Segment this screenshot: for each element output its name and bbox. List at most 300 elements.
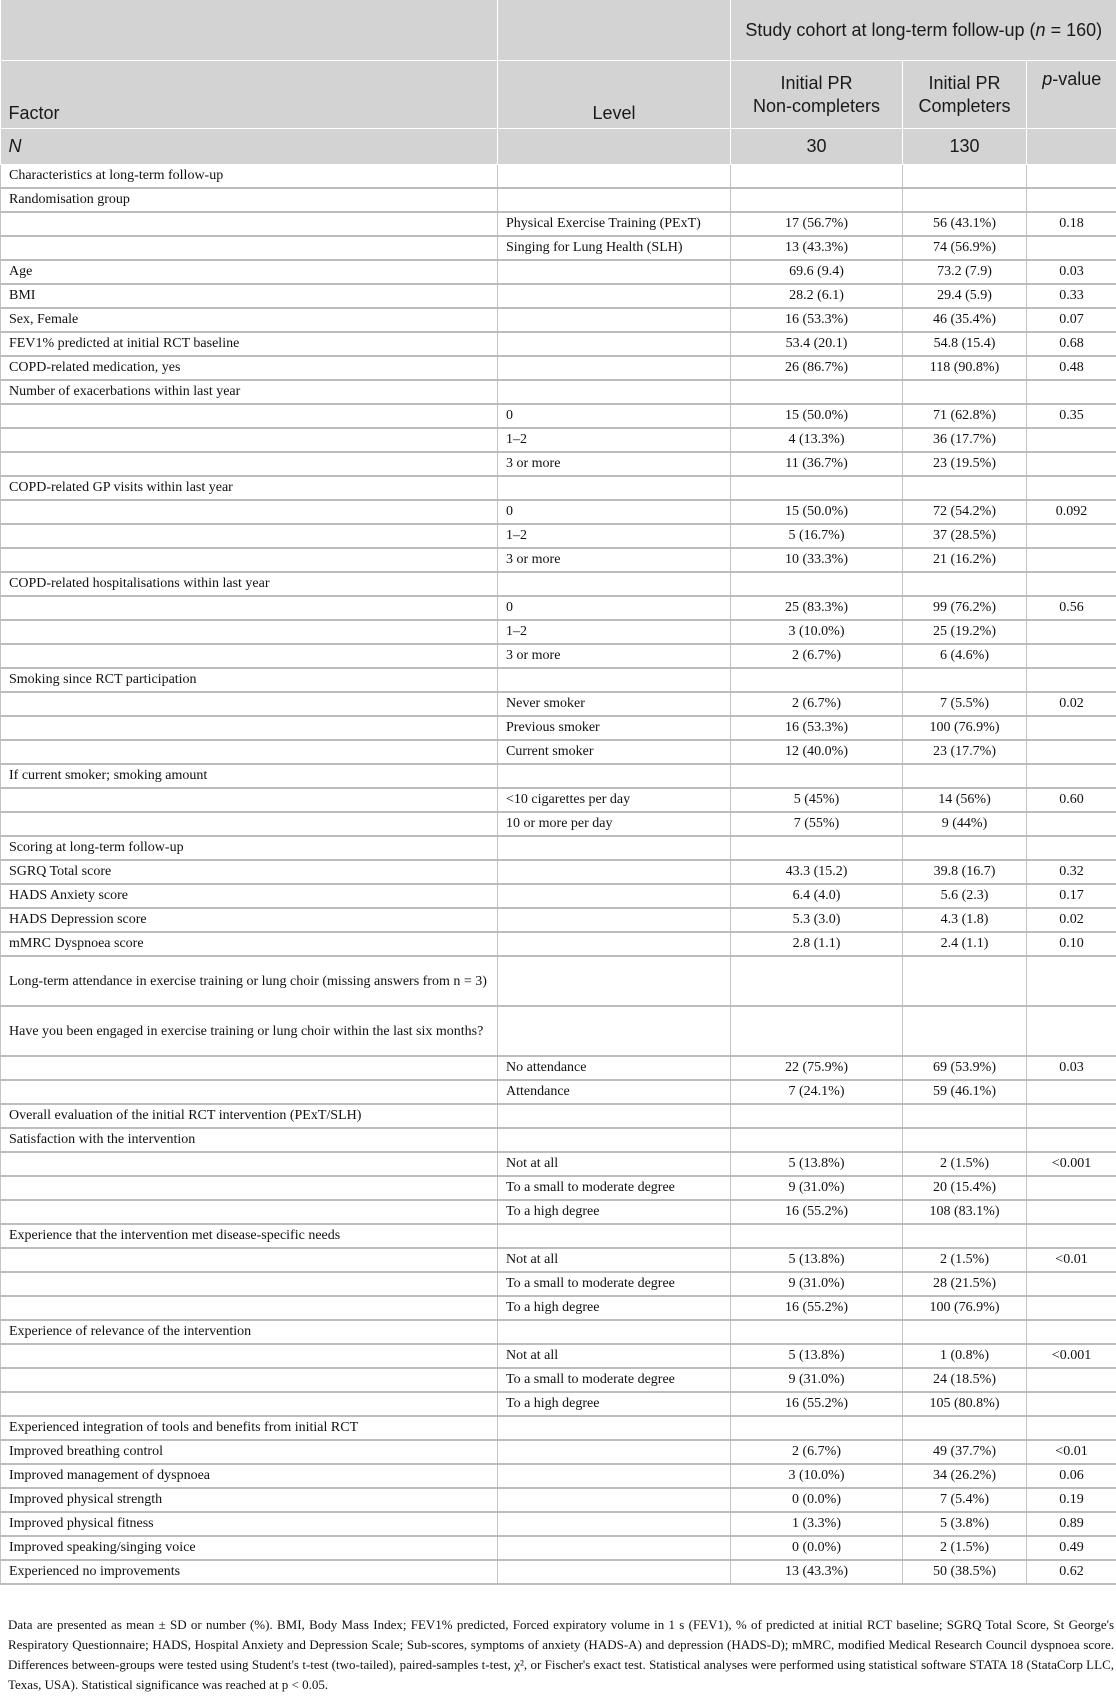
cell-non-completers — [731, 1416, 903, 1440]
cell-level: 1–2 — [498, 524, 731, 548]
table-row — [1, 1152, 1116, 1176]
table-body — [1, 165, 1116, 1585]
cell-non-completers: 5 (13.8%) — [731, 1344, 903, 1368]
cell-non-completers: 15 (50.0%) — [731, 500, 903, 524]
cell-factor: Improved physical fitness — [1, 1512, 498, 1536]
cell-non-completers: 0 (0.0%) — [731, 1488, 903, 1512]
cell-level — [498, 932, 731, 956]
table-row — [1, 740, 1116, 764]
header-p-italic: p — [1042, 69, 1053, 89]
cell-completers — [903, 165, 1027, 189]
cell-non-completers: 5 (16.7%) — [731, 524, 903, 548]
cell-p-value: 0.56 — [1027, 596, 1116, 620]
cell-non-completers: 16 (55.2%) — [731, 1296, 903, 1320]
cell-p-value: 0.03 — [1027, 260, 1116, 284]
cell-non-completers: 1 (3.3%) — [731, 1512, 903, 1536]
cell-factor: Smoking since RCT participation — [1, 668, 498, 692]
cell-factor: COPD-related hospitalisations within last year — [1, 572, 498, 596]
cell-non-completers: 3 (10.0%) — [731, 620, 903, 644]
cell-non-completers: 12 (40.0%) — [731, 740, 903, 764]
cell-non-completers: 10 (33.3%) — [731, 548, 903, 572]
table-row — [1, 956, 1116, 1006]
cell-level — [498, 188, 731, 212]
cell-completers: 2 (1.5%) — [903, 1152, 1027, 1176]
cell-p-value — [1027, 620, 1116, 644]
cell-p-value: 0.33 — [1027, 284, 1116, 308]
table-row — [1, 332, 1116, 356]
cell-p-value — [1027, 165, 1116, 189]
table-row — [1, 932, 1116, 956]
cell-p-value — [1027, 1320, 1116, 1344]
cell-non-completers: 2 (6.7%) — [731, 644, 903, 668]
cell-non-completers: 7 (24.1%) — [731, 1080, 903, 1104]
cell-non-completers: 5 (45%) — [731, 788, 903, 812]
cell-factor: SGRQ Total score — [1, 860, 498, 884]
cell-completers — [903, 668, 1027, 692]
table-row — [1, 860, 1116, 884]
header-cohort-prefix: Study cohort at long-term follow-up ( — [745, 19, 1036, 40]
cell-completers: 5.6 (2.3) — [903, 884, 1027, 908]
cell-non-completers — [731, 188, 903, 212]
cell-level — [498, 284, 731, 308]
cell-completers — [903, 836, 1027, 860]
cell-p-value — [1027, 1272, 1116, 1296]
cell-p-value — [1027, 572, 1116, 596]
cell-p-value — [1027, 380, 1116, 404]
cell-level — [498, 572, 731, 596]
cell-non-completers — [731, 668, 903, 692]
cell-non-completers — [731, 1104, 903, 1128]
cell-level: Attendance — [498, 1080, 731, 1104]
cell-p-value — [1027, 764, 1116, 788]
cell-completers: 24 (18.5%) — [903, 1368, 1027, 1392]
cell-factor — [1, 548, 498, 572]
cell-non-completers: 25 (83.3%) — [731, 596, 903, 620]
cell-factor: Improved management of dyspnoea — [1, 1464, 498, 1488]
cell-p-value — [1027, 1368, 1116, 1392]
cell-level — [498, 764, 731, 788]
header-level: Level — [498, 61, 731, 129]
table-row — [1, 764, 1116, 788]
table-row — [1, 1368, 1116, 1392]
cell-factor: Experienced integration of tools and benefits from initial RCT — [1, 1416, 498, 1440]
cell-factor — [1, 500, 498, 524]
cell-completers: 14 (56%) — [903, 788, 1027, 812]
cell-completers: 28 (21.5%) — [903, 1272, 1027, 1296]
header-non-completers — [731, 61, 903, 129]
cell-factor: Satisfaction with the intervention — [1, 1128, 498, 1152]
cell-p-value — [1027, 1006, 1116, 1056]
cell-factor: Scoring at long-term follow-up — [1, 836, 498, 860]
cell-p-value — [1027, 1224, 1116, 1248]
cell-factor: Improved physical strength — [1, 1488, 498, 1512]
table-row — [1, 188, 1116, 212]
cell-completers: 4.3 (1.8) — [903, 908, 1027, 932]
cell-non-completers: 5 (13.8%) — [731, 1152, 903, 1176]
cell-factor: FEV1% predicted at initial RCT baseline — [1, 332, 498, 356]
cell-non-completers: 3 (10.0%) — [731, 1464, 903, 1488]
cell-factor: Improved speaking/singing voice — [1, 1536, 498, 1560]
cell-non-completers: 2 (6.7%) — [731, 692, 903, 716]
cell-level: Singing for Lung Health (SLH) — [498, 236, 731, 260]
cell-level: To a small to moderate degree — [498, 1272, 731, 1296]
cell-level: To a high degree — [498, 1200, 731, 1224]
cell-level: To a high degree — [498, 1392, 731, 1416]
cell-factor — [1, 812, 498, 836]
cell-level: 1–2 — [498, 428, 731, 452]
table-footnote: Data are presented as mean ± SD or number (%). BMI, Body Mass Index; FEV1% predicted, Forced expiratory volume in 1 s (FEV1), % of predicted at initial RCT baseline; SGRQ Total Score, St George's Respiratory Questionnaire; HADS, Hospital Anxiety and Depression Scale; Sub-scores, symptoms of anxiety (HADS-A) and depression (HADS-D); mMRC, modified Medical Research Council dyspnoea score. Differences between-groups were tested using Student's t-test (two-tailed), paired-samples t-test, χ², or Fischer's exact test. Statistical analyses were performed using statistical software STATA 18 (StataCorp LLC, Texas, USA). Statistical significance was reached at p < 0.05. — [8, 1617, 1114, 1692]
cell-non-completers: 13 (43.3%) — [731, 1560, 903, 1584]
cell-factor: Sex, Female — [1, 308, 498, 332]
cell-level: 1–2 — [498, 620, 731, 644]
cell-factor: HADS Depression score — [1, 908, 498, 932]
cell-level: To a small to moderate degree — [498, 1176, 731, 1200]
cell-completers: 5 (3.8%) — [903, 1512, 1027, 1536]
cell-completers: 21 (16.2%) — [903, 548, 1027, 572]
cell-level — [498, 956, 731, 1006]
table-row — [1, 452, 1116, 476]
table-row — [1, 668, 1116, 692]
cell-factor: Randomisation group — [1, 188, 498, 212]
cell-non-completers: 16 (55.2%) — [731, 1200, 903, 1224]
cell-completers — [903, 764, 1027, 788]
cell-completers — [903, 1104, 1027, 1128]
table-row — [1, 716, 1116, 740]
cell-level: 10 or more per day — [498, 812, 731, 836]
cell-level — [498, 1320, 731, 1344]
cell-non-completers: 13 (43.3%) — [731, 236, 903, 260]
cell-p-value: 0.89 — [1027, 1512, 1116, 1536]
cell-factor — [1, 1368, 498, 1392]
header-factor: Factor — [1, 61, 498, 129]
cell-completers — [903, 188, 1027, 212]
header-p-rest: -value — [1052, 69, 1102, 89]
cell-factor: Overall evaluation of the initial RCT intervention (PExT/SLH) — [1, 1104, 498, 1128]
cell-factor — [1, 1176, 498, 1200]
cell-factor: COPD-related GP visits within last year — [1, 476, 498, 500]
cell-level: Never smoker — [498, 692, 731, 716]
cell-completers: 71 (62.8%) — [903, 404, 1027, 428]
table-row — [1, 356, 1116, 380]
cell-p-value: 0.092 — [1027, 500, 1116, 524]
cell-non-completers — [731, 1320, 903, 1344]
cell-non-completers: 4 (13.3%) — [731, 428, 903, 452]
header-cohort-n: n — [1035, 19, 1046, 40]
cell-p-value: 0.60 — [1027, 788, 1116, 812]
cell-p-value: 0.03 — [1027, 1056, 1116, 1080]
cell-level: 0 — [498, 596, 731, 620]
cell-level — [498, 1512, 731, 1536]
cell-completers: 59 (46.1%) — [903, 1080, 1027, 1104]
cell-p-value: <0.01 — [1027, 1248, 1116, 1272]
cell-completers: 56 (43.1%) — [903, 212, 1027, 236]
cell-level — [498, 1464, 731, 1488]
cell-level: Physical Exercise Training (PExT) — [498, 212, 731, 236]
cell-completers: 99 (76.2%) — [903, 596, 1027, 620]
cell-factor: Number of exacerbations within last year — [1, 380, 498, 404]
cell-p-value — [1027, 452, 1116, 476]
header-completers-line1: Initial PR — [928, 72, 1001, 93]
table-row — [1, 548, 1116, 572]
cell-factor: Experienced no improvements — [1, 1560, 498, 1584]
cell-completers — [903, 380, 1027, 404]
cell-p-value: 0.02 — [1027, 692, 1116, 716]
table-row — [1, 1320, 1116, 1344]
cell-p-value — [1027, 956, 1116, 1006]
cell-p-value: 0.07 — [1027, 308, 1116, 332]
cell-non-completers — [731, 1128, 903, 1152]
cell-factor — [1, 1056, 498, 1080]
cell-completers: 36 (17.7%) — [903, 428, 1027, 452]
cell-level: Not at all — [498, 1152, 731, 1176]
cell-factor: Have you been engaged in exercise training or lung choir within the last six months? — [1, 1006, 498, 1056]
table-row — [1, 884, 1116, 908]
table-row — [1, 1176, 1116, 1200]
cell-p-value: 0.19 — [1027, 1488, 1116, 1512]
cell-factor — [1, 596, 498, 620]
table-row — [1, 1560, 1116, 1584]
cell-completers — [903, 1006, 1027, 1056]
cell-completers: 49 (37.7%) — [903, 1440, 1027, 1464]
header-n-non-completers: 30 — [731, 129, 903, 165]
cell-factor: HADS Anxiety score — [1, 884, 498, 908]
header-completers — [903, 61, 1027, 129]
cell-completers: 6 (4.6%) — [903, 644, 1027, 668]
cell-level — [498, 260, 731, 284]
cell-p-value — [1027, 716, 1116, 740]
cell-p-value: 0.35 — [1027, 404, 1116, 428]
cell-non-completers — [731, 1224, 903, 1248]
cell-non-completers: 2.8 (1.1) — [731, 932, 903, 956]
cell-completers: 46 (35.4%) — [903, 308, 1027, 332]
cell-non-completers: 11 (36.7%) — [731, 452, 903, 476]
cell-non-completers: 5 (13.8%) — [731, 1248, 903, 1272]
cell-non-completers — [731, 476, 903, 500]
cell-non-completers: 53.4 (20.1) — [731, 332, 903, 356]
cell-completers: 2 (1.5%) — [903, 1248, 1027, 1272]
header-blank-factor — [1, 0, 498, 61]
cell-factor — [1, 1200, 498, 1224]
cell-non-completers: 7 (55%) — [731, 812, 903, 836]
cell-p-value — [1027, 812, 1116, 836]
cell-completers: 39.8 (16.7) — [903, 860, 1027, 884]
table-row — [1, 524, 1116, 548]
cell-level — [498, 860, 731, 884]
cell-level: Current smoker — [498, 740, 731, 764]
cell-p-value — [1027, 1392, 1116, 1416]
cell-factor — [1, 1272, 498, 1296]
cell-non-completers — [731, 380, 903, 404]
cell-p-value — [1027, 548, 1116, 572]
cell-factor — [1, 1296, 498, 1320]
cell-completers: 29.4 (5.9) — [903, 284, 1027, 308]
cell-completers: 25 (19.2%) — [903, 620, 1027, 644]
cell-level — [498, 1224, 731, 1248]
cell-level: To a small to moderate degree — [498, 1368, 731, 1392]
cell-factor: COPD-related medication, yes — [1, 356, 498, 380]
cell-non-completers: 22 (75.9%) — [731, 1056, 903, 1080]
table-row — [1, 308, 1116, 332]
cell-level: Previous smoker — [498, 716, 731, 740]
cell-level — [498, 1006, 731, 1056]
cell-level: <10 cigarettes per day — [498, 788, 731, 812]
table-row — [1, 812, 1116, 836]
cell-non-completers: 9 (31.0%) — [731, 1272, 903, 1296]
cell-non-completers — [731, 836, 903, 860]
table-row — [1, 620, 1116, 644]
cell-completers — [903, 1416, 1027, 1440]
cell-non-completers — [731, 572, 903, 596]
cell-completers: 23 (17.7%) — [903, 740, 1027, 764]
cell-p-value — [1027, 236, 1116, 260]
cell-level — [498, 1488, 731, 1512]
table-row — [1, 1104, 1116, 1128]
cell-completers: 1 (0.8%) — [903, 1344, 1027, 1368]
cell-factor: Age — [1, 260, 498, 284]
table-row — [1, 1080, 1116, 1104]
table-row — [1, 260, 1116, 284]
cell-completers — [903, 572, 1027, 596]
cell-level — [498, 1104, 731, 1128]
table-row — [1, 692, 1116, 716]
table-row — [1, 572, 1116, 596]
table-row — [1, 836, 1116, 860]
table-row — [1, 908, 1116, 932]
table-row — [1, 476, 1116, 500]
cell-level: To a high degree — [498, 1296, 731, 1320]
header-n-completers: 130 — [903, 129, 1027, 165]
cell-completers: 2.4 (1.1) — [903, 932, 1027, 956]
cell-level — [498, 380, 731, 404]
cell-level — [498, 908, 731, 932]
cell-completers — [903, 1128, 1027, 1152]
cell-factor — [1, 452, 498, 476]
cell-level: No attendance — [498, 1056, 731, 1080]
cell-p-value: 0.10 — [1027, 932, 1116, 956]
cell-p-value: 0.62 — [1027, 1560, 1116, 1584]
cell-non-completers: 43.3 (15.2) — [731, 860, 903, 884]
cell-p-value — [1027, 668, 1116, 692]
table-row — [1, 1056, 1116, 1080]
cell-completers: 7 (5.5%) — [903, 692, 1027, 716]
cell-p-value: 0.17 — [1027, 884, 1116, 908]
cell-factor: Experience that the intervention met disease-specific needs — [1, 1224, 498, 1248]
cell-factor: Experience of relevance of the intervention — [1, 1320, 498, 1344]
cell-p-value: 0.68 — [1027, 332, 1116, 356]
header-blank-level — [498, 0, 731, 61]
header-n-p-blank — [1027, 129, 1116, 165]
cell-p-value: 0.48 — [1027, 356, 1116, 380]
table-row — [1, 1392, 1116, 1416]
cell-completers — [903, 476, 1027, 500]
cell-completers: 108 (83.1%) — [903, 1200, 1027, 1224]
cell-factor — [1, 716, 498, 740]
cell-level: Not at all — [498, 1248, 731, 1272]
cell-completers: 100 (76.9%) — [903, 716, 1027, 740]
cell-factor — [1, 740, 498, 764]
cell-p-value: 0.32 — [1027, 860, 1116, 884]
cell-non-completers: 15 (50.0%) — [731, 404, 903, 428]
table-row — [1, 1488, 1116, 1512]
cell-non-completers — [731, 956, 903, 1006]
cell-non-completers: 26 (86.7%) — [731, 356, 903, 380]
cell-level — [498, 476, 731, 500]
cell-factor — [1, 1392, 498, 1416]
header-n-label: N — [1, 129, 498, 165]
cell-level — [498, 308, 731, 332]
cell-p-value: 0.18 — [1027, 212, 1116, 236]
cell-non-completers: 17 (56.7%) — [731, 212, 903, 236]
header-cohort — [731, 0, 1116, 61]
cell-non-completers: 6.4 (4.0) — [731, 884, 903, 908]
cell-factor — [1, 692, 498, 716]
cell-factor — [1, 1080, 498, 1104]
cell-p-value — [1027, 188, 1116, 212]
cell-p-value: <0.01 — [1027, 1440, 1116, 1464]
cell-p-value — [1027, 1176, 1116, 1200]
cell-p-value — [1027, 1128, 1116, 1152]
cell-completers: 100 (76.9%) — [903, 1296, 1027, 1320]
cell-p-value — [1027, 644, 1116, 668]
cell-completers — [903, 1224, 1027, 1248]
cell-completers — [903, 1320, 1027, 1344]
cell-non-completers: 5.3 (3.0) — [731, 908, 903, 932]
cell-level — [498, 1128, 731, 1152]
table-row — [1, 596, 1116, 620]
cell-completers: 2 (1.5%) — [903, 1536, 1027, 1560]
cell-p-value — [1027, 1296, 1116, 1320]
cell-completers: 54.8 (15.4) — [903, 332, 1027, 356]
table-row — [1, 1416, 1116, 1440]
cell-factor: Long-term attendance in exercise training or lung choir (missing answers from n = 3) — [1, 956, 498, 1006]
table-row — [1, 404, 1116, 428]
cell-factor: If current smoker; smoking amount — [1, 764, 498, 788]
cell-factor — [1, 1248, 498, 1272]
table-row — [1, 165, 1116, 189]
cell-completers: 72 (54.2%) — [903, 500, 1027, 524]
cell-p-value — [1027, 524, 1116, 548]
cell-factor — [1, 524, 498, 548]
table-row — [1, 380, 1116, 404]
cell-completers: 74 (56.9%) — [903, 236, 1027, 260]
cell-p-value — [1027, 1200, 1116, 1224]
table-row — [1, 1006, 1116, 1056]
table-row — [1, 1464, 1116, 1488]
cell-level — [498, 1560, 731, 1584]
cell-level — [498, 165, 731, 189]
cell-level: 3 or more — [498, 644, 731, 668]
table-row — [1, 284, 1116, 308]
table-row — [1, 1344, 1116, 1368]
table-row — [1, 1128, 1116, 1152]
table-row — [1, 212, 1116, 236]
table-row — [1, 1536, 1116, 1560]
table-row — [1, 1200, 1116, 1224]
table-row — [1, 428, 1116, 452]
cell-factor — [1, 404, 498, 428]
cell-non-completers: 16 (53.3%) — [731, 716, 903, 740]
header-n-level-blank — [498, 129, 731, 165]
cell-non-completers — [731, 764, 903, 788]
cell-level: 3 or more — [498, 452, 731, 476]
cell-completers: 20 (15.4%) — [903, 1176, 1027, 1200]
cell-completers: 69 (53.9%) — [903, 1056, 1027, 1080]
cell-completers: 50 (38.5%) — [903, 1560, 1027, 1584]
table-row — [1, 236, 1116, 260]
table-row — [1, 644, 1116, 668]
table-row — [1, 1272, 1116, 1296]
cell-factor — [1, 212, 498, 236]
